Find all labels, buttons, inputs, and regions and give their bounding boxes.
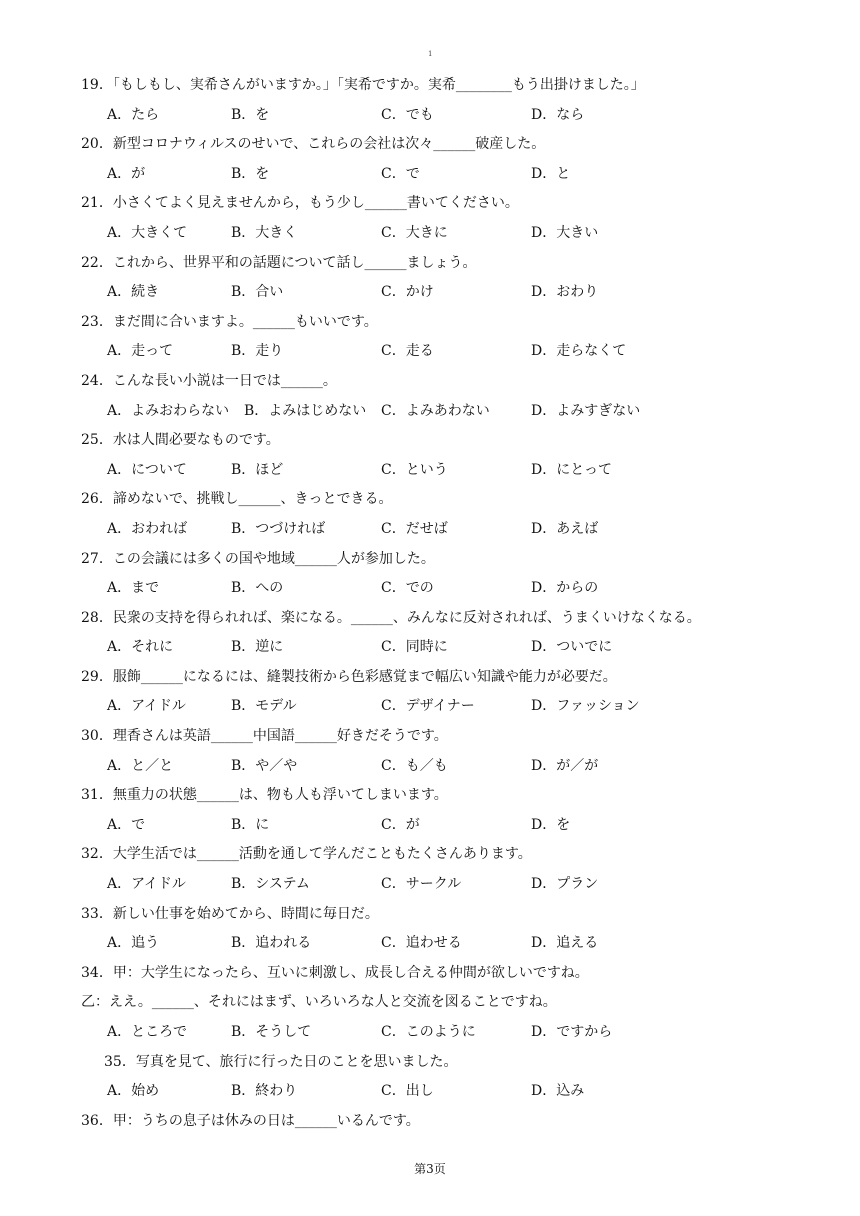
options-19 [0, 101, 860, 131]
option-c: C．サークル [381, 876, 462, 893]
question-35: 35．写真を見て、旅行に行った日のことを思いました。 [104, 1053, 458, 1070]
options-25 [0, 456, 860, 486]
option-a: A．それに [107, 639, 174, 656]
option-b: B．合い [231, 284, 284, 301]
question-33: 33．新しい仕事を始めてから、時間に毎日だ。 [81, 905, 379, 922]
option-a: A．たら [107, 106, 160, 123]
option-c: C．大きに [381, 224, 448, 241]
option-d: D．走らなくて [531, 343, 627, 360]
option-b: B．モデル [231, 698, 297, 715]
options-22 [0, 278, 860, 308]
options-31 [0, 811, 860, 841]
option-a: A．アイドル [107, 698, 186, 715]
question-29: 29．服飾______になるには、縫製技術から色彩感覚まで幅広い知識や能力が必要だ。 [81, 668, 617, 685]
option-b: B．を [231, 165, 270, 182]
option-c: C．同時に [381, 639, 448, 656]
options-20 [0, 160, 860, 190]
option-a: A．について [107, 461, 187, 478]
question-32: 32．大学生活では______活動を通して学んだこともたくさんあります。 [81, 846, 532, 863]
options-27 [0, 574, 860, 604]
question-34-continuation: 乙：ええ。______、それにはまず、いろいろな人と交流を図ることですね。 [81, 994, 557, 1011]
option-d: D．と [531, 165, 571, 182]
option-b: B．に [231, 816, 270, 833]
option-b: B．逆に [231, 639, 284, 656]
option-a: A．始め [107, 1083, 160, 1100]
option-a: A．が [107, 165, 146, 182]
options-21 [0, 219, 860, 249]
option-d: D．にとって [531, 461, 612, 478]
option-a: A．追う [107, 935, 160, 952]
option-a: A．大きくて [107, 224, 188, 241]
question-28: 28．民衆の支持を得られれば、楽になる。______、みんなに反対されれば、うまくいけなくなる。 [81, 609, 701, 626]
question-20: 20．新型コロナウィルスのせいで、これらの会社は次々______破産した。 [81, 136, 546, 153]
question-24: 24．こんな長い小説は一日では______。 [81, 372, 337, 389]
option-a: A．アイドル [107, 876, 186, 893]
question-30: 30．理香さんは英語______中国語______好きだそうです。 [81, 728, 448, 745]
option-a: A．おわれば [107, 520, 188, 537]
option-c: C．だせば [381, 520, 448, 537]
option-b: B．への [231, 580, 284, 597]
option-d: D．大きい [531, 224, 599, 241]
option-b: B．大きく [231, 224, 298, 241]
question-26: 26．諦めないで、挑戦し______、きっとできる。 [81, 491, 393, 508]
question-25: 25．水は人間必要なものです。 [81, 432, 280, 449]
options-23 [0, 337, 860, 367]
option-c: C．で [381, 165, 420, 182]
options-32 [0, 870, 860, 900]
option-d: D．からの [531, 580, 599, 597]
option-c: C．このように [381, 1024, 476, 1040]
option-c: C．かけ [381, 284, 434, 301]
page-footer: 第3页 [414, 1162, 446, 1176]
question-34: 34．甲：大学生になったら、互いに刺激し、成長し合える仲間が欲しいですね。 [81, 964, 589, 981]
options-26 [0, 515, 860, 545]
option-b: B．よみはじめない [244, 402, 367, 419]
option-c: C．デザイナー [381, 698, 475, 715]
option-c: C．での [381, 580, 434, 597]
option-c: C．という [381, 461, 448, 478]
option-d: D．おわり [531, 284, 599, 301]
option-c: C．追わせる [381, 935, 462, 952]
question-21: 21．小さくてよく見えませんから，もう少し______書いてください。 [81, 195, 519, 212]
option-d: D．込み [531, 1083, 585, 1100]
option-a: A．走って [107, 343, 174, 360]
question-27: 27．この会議には多くの国や地域______人が参加した。 [81, 550, 435, 567]
options-34 [0, 1018, 860, 1048]
option-b: B．走り [231, 343, 284, 360]
question-22: 22．これから、世界平和の話題について話し______ましょう。 [81, 254, 477, 271]
option-d: D．よみすぎない [531, 402, 641, 419]
question-23: 23．まだ間に合いますよ。______もいいです。 [81, 313, 378, 330]
option-b: B．そうして [231, 1024, 312, 1040]
option-a: A．続き [107, 284, 160, 301]
page-mark: 1 [428, 50, 433, 58]
option-d: D．追える [531, 935, 599, 952]
option-a: A．ところで [107, 1024, 187, 1040]
options-35 [0, 1077, 860, 1107]
options-30 [0, 752, 860, 782]
option-b: B．システム [231, 876, 310, 893]
option-a: A．と／と [107, 757, 174, 774]
option-a: A．まで [107, 580, 160, 597]
option-c: C．よみあわない [381, 402, 490, 419]
option-d: D．ですから [531, 1024, 613, 1040]
option-d: D．なら [531, 106, 585, 123]
options-28 [0, 633, 860, 663]
option-c: C．でも [381, 106, 434, 123]
option-b: B．追われる [231, 935, 312, 952]
question-31: 31．無重力の状態______は、物も人も浮いてしまいます。 [81, 787, 448, 804]
option-a: A．よみおわらない [107, 402, 230, 419]
options-33 [0, 929, 860, 959]
option-d: D．を [531, 816, 571, 833]
option-d: D．ファッション [531, 698, 640, 715]
options-29 [0, 692, 860, 722]
option-d: D．が／が [531, 757, 599, 774]
option-c: C．が [381, 816, 420, 833]
option-c: C．走る [381, 343, 434, 360]
option-b: B．つづければ [231, 520, 326, 537]
option-b: B．を [231, 106, 270, 123]
question-list [0, 71, 860, 1136]
option-d: D．あえば [531, 520, 599, 537]
option-d: D．プラン [531, 876, 599, 893]
question-36: 36．甲：うちの息子は休みの日は______いるんです。 [81, 1112, 420, 1129]
option-c: C．も／も [381, 757, 448, 774]
option-a: A．で [107, 816, 146, 833]
option-d: D．ついでに [531, 639, 613, 656]
options-24 [0, 397, 860, 427]
option-b: B．ほど [231, 461, 284, 478]
option-b: B．終わり [231, 1083, 298, 1100]
option-c: C．出し [381, 1083, 434, 1100]
question-19: 19．「もしもし、実希さんがいますか。」「実希ですか。実希________もう出掛けました。」 [81, 77, 645, 93]
option-b: B．や／や [231, 757, 298, 774]
